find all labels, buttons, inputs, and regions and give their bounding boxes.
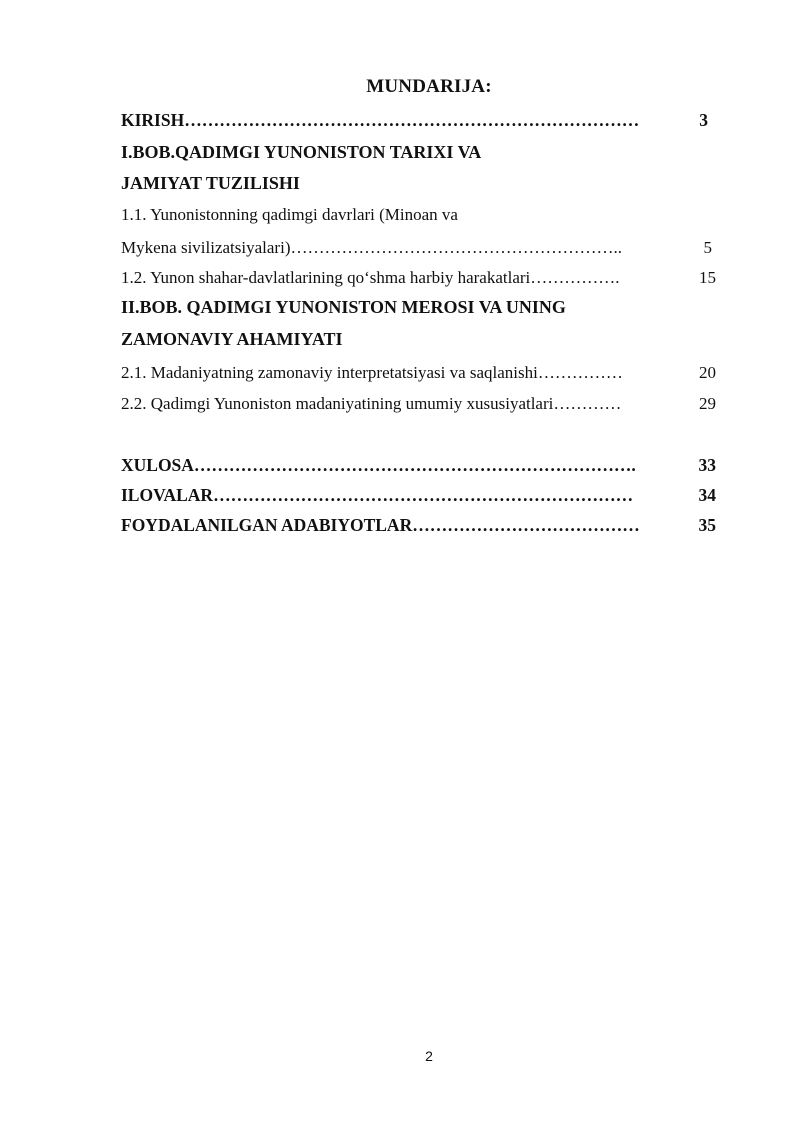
toc-chapter-2-heading: II.BOB. QADIMGI YUNONISTON MEROSI VA UNING <box>121 297 566 317</box>
toc-entry-2-2: 2.2. Qadimgi Yunoniston madaniyatining umumiy xususiyatlari………… <box>121 394 622 413</box>
toc-chapter-2-heading-cont: ZAMONAVIY AHAMIYATI <box>121 329 343 349</box>
toc-entry-2-1: 2.1. Madaniyatning zamonaviy interpretatsiyasi va saqlanishi…………… <box>121 363 623 382</box>
toc-entry-1-2: 1.2. Yunon shahar-davlatlarining qoʻshma harbiy harakatlari……………. <box>121 268 620 287</box>
toc-page-kirish: 3 <box>699 110 708 130</box>
toc-entry-kirish: KIRISH…………………………………………………………………… <box>121 110 640 130</box>
toc-page-xulosa: 33 <box>698 455 716 475</box>
toc-title: MUNDARIJA: <box>366 76 492 97</box>
toc-entry-xulosa: XULOSA…………………………………………………………………. <box>121 455 636 475</box>
toc-page-2-2: 29 <box>699 394 716 413</box>
toc-page-1-2: 15 <box>699 268 716 287</box>
toc-chapter-1-heading: I.BOB.QADIMGI YUNONISTON TARIXI VA <box>121 142 482 162</box>
toc-page-1-1: 5 <box>703 238 712 257</box>
toc-entry-adabiyotlar: FOYDALANILGAN ADABIYOTLAR………………………………… <box>121 515 640 535</box>
toc-page-ilovalar: 34 <box>698 485 716 505</box>
toc-page-2-1: 20 <box>699 363 716 382</box>
toc-chapter-1-heading-cont: JAMIYAT TUZILISHI <box>121 173 300 193</box>
toc-entry-1-1-cont: Mykena sivilizatsiyalari)………………………………………………….. <box>121 238 622 257</box>
toc-entry-ilovalar: ILOVALAR……………………………………………………………… <box>121 485 634 505</box>
toc-entry-1-1: 1.1. Yunonistonning qadimgi davrlari (Minoan va <box>121 205 458 224</box>
page-number: 2 <box>425 1048 433 1064</box>
toc-page-adabiyotlar: 35 <box>698 515 716 535</box>
